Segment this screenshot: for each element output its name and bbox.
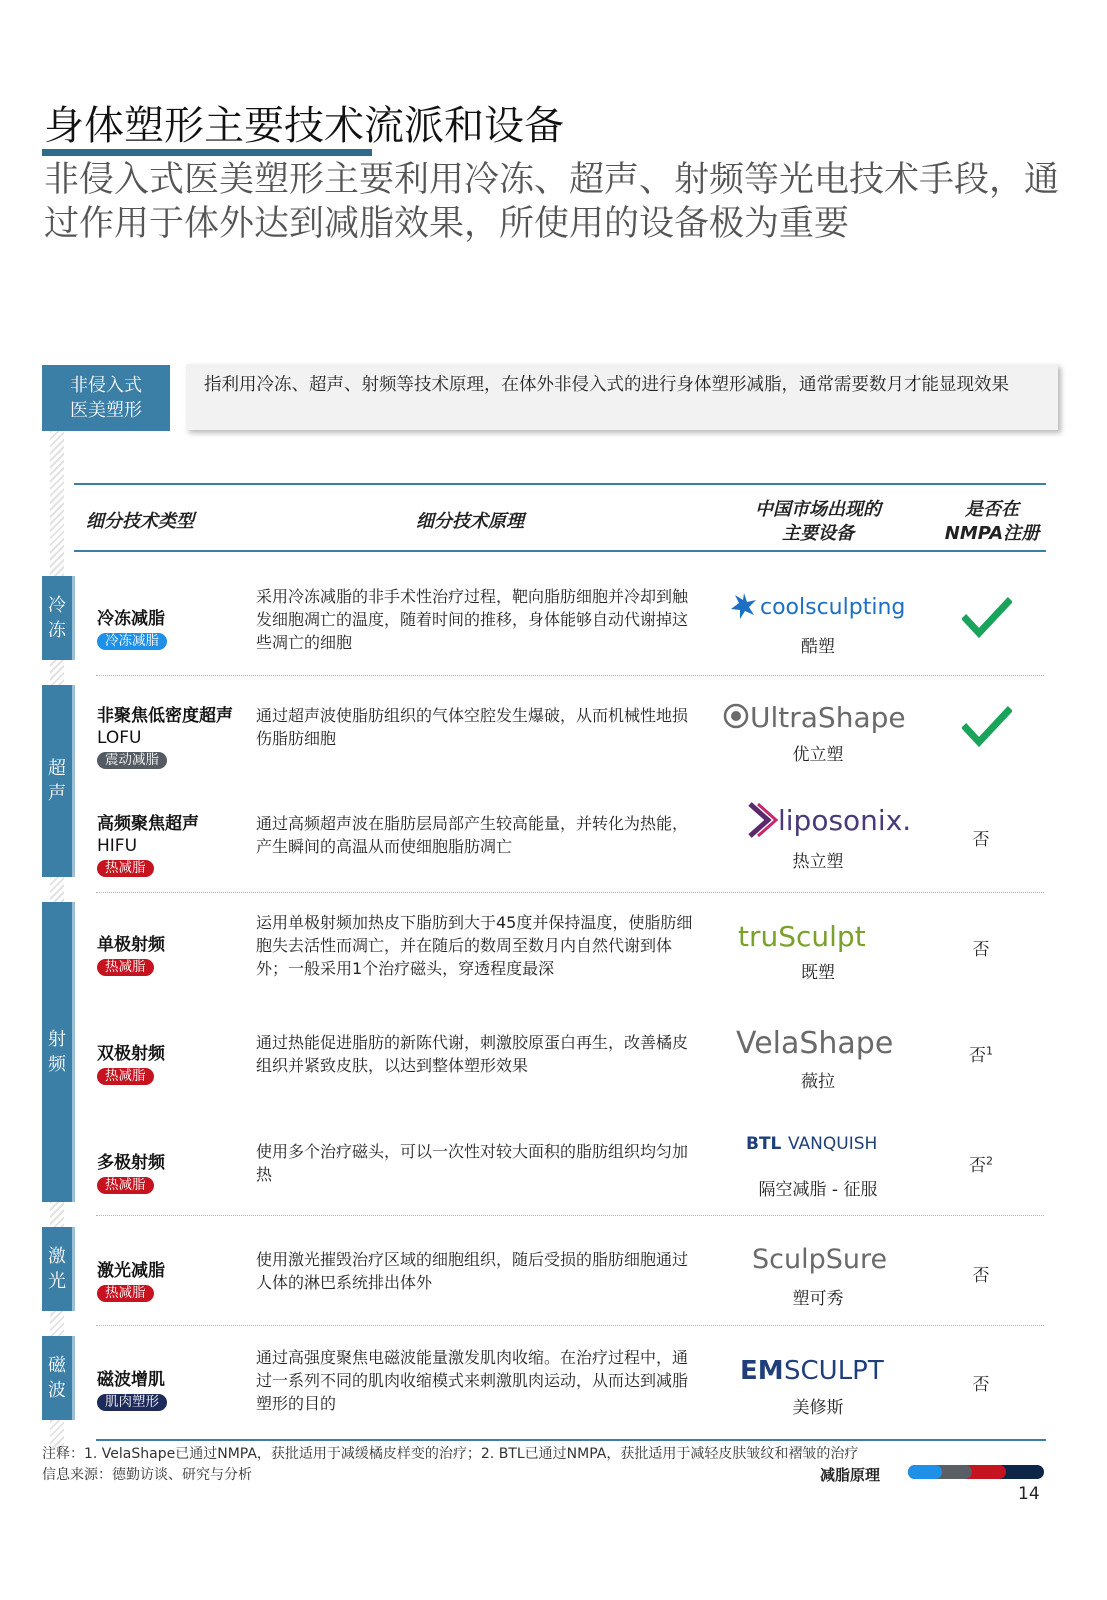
tech-tag: 肌肉塑形 <box>97 1394 167 1411</box>
device-cn-name: 美修斯 <box>792 1398 844 1418</box>
svg-text:VANQUISH: VANQUISH <box>788 1134 878 1154</box>
definition-tag-line2: 医美塑形 <box>70 400 142 421</box>
nmpa-status: 否 <box>972 1375 990 1395</box>
nmpa-status: 否 <box>972 830 990 850</box>
row-divider <box>96 1215 1044 1216</box>
svg-text:liposonix.: liposonix. <box>778 804 912 837</box>
tech-name: 单极射频 <box>97 935 165 955</box>
emsculpt-logo <box>698 1350 938 1394</box>
tech-name: 高频聚焦超声 <box>97 814 199 834</box>
tech-name: 激光减脂 <box>97 1261 165 1281</box>
page-number: 14 <box>1018 1484 1040 1504</box>
header-nmpa-line2: NMPA注册 <box>944 523 1040 544</box>
device-cn-name: 塑可秀 <box>792 1289 844 1309</box>
table-header-rule <box>74 550 1046 552</box>
header-type: 细分技术类型 <box>86 511 194 532</box>
footnote: 注释：1. VelaShape已通过NMPA，获批适用于减缓橘皮样变的治疗；2. BTL已通过NMPA，获批适用于减轻皮肤皱纹和褶皱的治疗 <box>42 1446 859 1462</box>
header-nmpa <box>922 498 1062 546</box>
header-device-line1: 中国市场出现的 <box>755 499 881 520</box>
footnote-marker: 1 <box>986 1044 993 1058</box>
definition-tag <box>42 365 170 431</box>
tech-tag: 热减脂 <box>97 1068 154 1085</box>
trusculpt-logo <box>698 916 938 960</box>
velashape-logo <box>698 1021 938 1067</box>
row-laser-type <box>97 1260 165 1302</box>
tech-description: 通过超声波使脂肪组织的气体空腔发生爆破，从而机械性地损伤脂肪细胞 <box>256 706 689 748</box>
table-bottom-rule <box>96 1439 1046 1441</box>
row-divider <box>96 1325 1044 1326</box>
title-underline <box>42 149 372 156</box>
tech-description: 使用多个治疗磁头，可以一次性对较大面积的脂肪组织均匀加热 <box>256 1142 689 1184</box>
nmpa-status: 否$^2$ <box>969 1154 993 1176</box>
device-cn-name: 优立塑 <box>792 745 844 765</box>
definition-tag-line1: 非侵入式 <box>70 375 142 396</box>
page-subtitle: 非侵入式医美塑形主要利用冷冻、超声、射频等光电技术手段，通过作用于体外达到减脂效果，所使用的设备极为重要 <box>44 160 1060 244</box>
footnote-marker: 2 <box>986 1154 993 1168</box>
tech-name: 多极射频 <box>97 1153 165 1173</box>
svg-text:EM: EM <box>740 1356 784 1386</box>
row-hifu-type <box>97 813 199 877</box>
row-em-type <box>97 1369 167 1411</box>
header-device <box>718 498 918 546</box>
table-top-rule <box>74 483 1046 485</box>
svg-text:SculpSure: SculpSure <box>752 1244 888 1275</box>
device-cn-name: 既塑 <box>801 963 835 983</box>
svg-text:SCULPT: SCULPT <box>784 1356 884 1386</box>
tech-description: 采用冷冻减脂的非手术性治疗过程，靶向脂肪细胞并冷却到触发细胞凋亡的温度，随着时间的推移，身体能够自动代谢掉这些凋亡的细胞 <box>256 587 689 652</box>
device-cn-name: 酷塑 <box>801 637 835 657</box>
svg-text:UltraShape: UltraShape <box>750 701 906 734</box>
tech-name: 冷冻减脂 <box>97 609 165 629</box>
sculpsure-logo <box>698 1238 938 1282</box>
tech-tag: 热减脂 <box>97 1285 154 1302</box>
tech-description: 通过高频超声波在脂肪层局部产生较高能量，并转化为热能，产生瞬间的高温从而使细胞脂肪凋亡 <box>256 814 689 856</box>
header-nmpa-line1: 是否在 <box>965 499 1019 520</box>
device-cn-name: 隔空减脂 - 征服 <box>758 1180 878 1200</box>
ultrashape-logo <box>698 696 938 740</box>
tech-description: 通过高强度聚焦电磁波能量激发肌肉收缩。在治疗过程中，通过一系列不同的肌肉收缩模式来刺激肌肉运动，从而达到减脂塑形的目的 <box>256 1348 689 1413</box>
svg-text:coolsculpting: coolsculpting <box>760 595 906 620</box>
header-device-line2: 主要设备 <box>782 523 854 544</box>
device-cn-name: 薇拉 <box>801 1072 835 1092</box>
tech-name: 非聚焦低密度超声 <box>97 706 233 726</box>
tech-description: 运用单极射频加热皮下脂肪到大于45度并保持温度，使脂肪细胞失去活性而凋亡，并在随后的数周至数月内自然代谢到体外；一般采用1个治疗磁头，穿透程度最深 <box>256 913 693 978</box>
category-rf: 射频 <box>42 902 72 1202</box>
svg-text:BTL: BTL <box>746 1134 782 1154</box>
tech-name: 磁波增肌 <box>97 1370 165 1390</box>
btl-vanquish-logo <box>698 1128 938 1162</box>
row-monopolar-type <box>97 934 165 976</box>
device-cn-name: 热立塑 <box>792 852 844 872</box>
row-cryo-type <box>97 608 167 650</box>
definition-text: 指利用冷冻、超声、射频等技术原理，在体外非侵入式的进行身体塑形减脂，通常需要数月才能显现效果 <box>204 375 1009 395</box>
row-multipolar-type <box>97 1152 165 1194</box>
row-divider <box>96 675 1044 676</box>
tech-abbr: HIFU <box>97 836 138 856</box>
section-label: 减脂原理 <box>820 1466 881 1484</box>
category-ultrasound: 超声 <box>42 685 72 877</box>
liposonix-logo <box>698 796 938 846</box>
category-magnetic: 磁波 <box>42 1336 72 1420</box>
tech-description: 通过热能促进脂肪的新陈代谢，刺激胶原蛋白再生，改善橘皮组织并紧致皮肤，以达到整体塑形效果 <box>256 1033 689 1075</box>
source-note: 信息来源：德勤访谈、研究与分析 <box>42 1467 252 1483</box>
header-principle: 细分技术原理 <box>416 511 524 532</box>
category-cryo: 冷冻 <box>42 576 72 660</box>
svg-text:truSculpt: truSculpt <box>738 920 866 953</box>
tech-tag: 热减脂 <box>97 959 154 976</box>
tech-tag: 热减脂 <box>97 1177 154 1194</box>
page-title: 身体塑形主要技术流派和设备 <box>44 103 564 149</box>
tech-tag: 热减脂 <box>97 860 154 877</box>
tech-tag: 冷冻减脂 <box>97 633 167 650</box>
check-icon <box>962 597 1012 643</box>
nmpa-status: 否 <box>972 940 990 960</box>
category-laser: 激光 <box>42 1227 72 1311</box>
tech-abbr: LOFU <box>97 728 142 748</box>
row-bipolar-type <box>97 1043 165 1085</box>
tech-tag: 震动减脂 <box>97 752 167 769</box>
check-icon <box>962 706 1012 752</box>
nmpa-status: 否 <box>972 1266 990 1286</box>
tech-description: 使用激光摧毁治疗区域的细胞组织，随后受损的脂肪细胞通过人体的淋巴系统排出体外 <box>256 1250 689 1292</box>
row-lofu-type <box>97 705 233 769</box>
nmpa-status: 否$^1$ <box>969 1044 993 1066</box>
row-divider <box>96 892 1044 893</box>
tech-name: 双极射频 <box>97 1044 165 1064</box>
section-color-bar <box>906 1462 1046 1486</box>
svg-text:VelaShape: VelaShape <box>736 1026 894 1061</box>
coolsculpting-logo <box>698 588 938 628</box>
